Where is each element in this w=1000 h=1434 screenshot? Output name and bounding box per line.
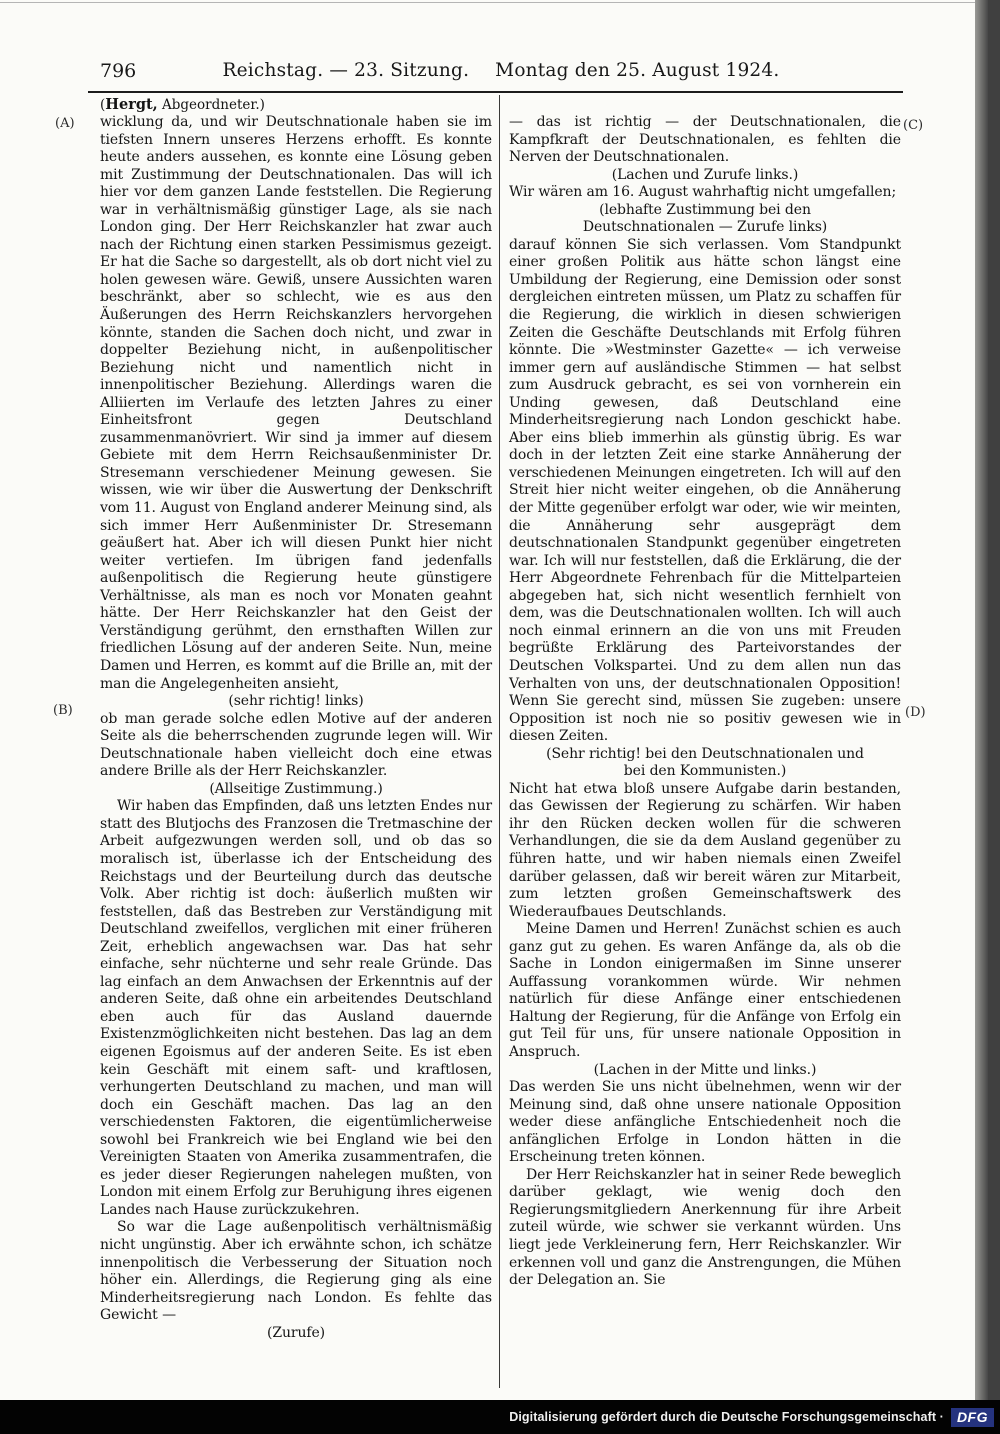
paragraph: Der Herr Reichskanzler hat in seiner Rede beweglich darüber geklagt, wie wenig doch den Regierungsmitgliedern Anerkennung für ihre Arbeit zuteil würde, wie schwer sie verkannt würden. Uns liegt jede Verkleinerung fern, Herr Reichskanzler. Wir erkennen voll und ganz die Anstrengungen, die Mühen der Delegation an. Sie [509,1166,901,1289]
right-column [509,114,901,1290]
margin-marker-a: (A) [55,116,75,131]
interjection: (Lachen und Zurufe links.) [611,166,799,183]
digitization-footer-bar [0,1400,1000,1434]
paragraph: Wir wären am 16. August wahrhaftig nicht umgefallen; [509,184,897,201]
interjection: (Sehr richtig! bei den Deutschnationalen und bei den Kommunisten.) [546,745,864,780]
paragraph: — das ist richtig — der Deutschnationalen, die Kampfkraft der Deutschnationalen, es fehlten die Nerven der Deutschnationalen. [509,114,901,166]
interjection: (sehr richtig! links) [228,693,364,710]
paragraph: Wir haben das Empfinden, daß uns letzten Endes nur statt des Blutjochs des Franzosen die Tretmaschine der Arbeit aufgezwungen werden soll, und ob das so moralisch ist, überlasse ich der Entscheidung des Reichstags und der Beurteilung durch das deutsche Volk. Aber richtig ist doch: äußerlich mußten wir feststellen, daß das Bestreben zur Verständigung mit Deutschland zweifellos, verglichen mit einer früheren Zeit, erheblich angewachsen war. Das hat sehr einfache, sehr nüchterne und sehr reale Gründe. Das lag einfach an dem Anwachsen der Erkenntnis auf der anderen Seite, daß ohne ein arbeitendes Deutschland eben auch für das Ausland dauernde Existenzmöglichkeiten nicht bestehen. Das lag an dem eigenen Egoismus auf der anderen Seite. Es ist eben kein Geschäft mit einem saft- und kraftlosen, verhungerten Deutschland zu machen, und man will doch ein Geschäft machen. Das lag an den verschiedensten Faktoren, die eigentümlicherweise sowohl bei Frankreich wie bei England wie bei den Vereinigten Staaten von Amerika zusammentrafen, die es jeder dieser Regierungen nahelegen mußten, von London mit einem Erfolg zur Beruhigung ihres eigenen Landes nach Hause zurückzukehren. [100,798,492,1218]
running-head-title [100,60,902,81]
scan-artifact-top-line [0,2,988,3]
interjection: (Lachen in der Mitte und links.) [593,1061,817,1078]
speaker-role: Abgeordneter.) [157,97,265,113]
paragraph: Das werden Sie uns nicht übelnehmen, wenn wir der Meinung sind, daß ohne unsere nationale Opposition weder diese anfängliche Entschiedenheit noch die anfänglichen Erfolge in London hätten in die Erscheinung treten können. [509,1079,901,1166]
left-column [100,114,492,1342]
speaker-name: Hergt, [105,96,158,113]
interjection: (Allseitige Zustimmung.) [209,780,383,797]
page-number: 796 [100,60,137,82]
speaker-paren: ( [100,97,106,113]
paragraph: Nicht hat etwa bloß unsere Aufgabe darin bestanden, das Gewissen der Regierung zu schärfen. Wir haben ihr den Rücken decken wollen für die schweren Verhandlungen, die sie da dem Ausland gegenüber zu führen hatte, und wir haben niemals einen Zweifel darüber gelassen, daß wir bereit wären zur Mitarbeit, zum letzten großen Gemeinschaftswerk des Wiederaufbaues Deutschlands. [509,780,901,920]
margin-marker-c: (C) [903,118,924,133]
running-head [100,60,902,86]
interjection: (Zurufe) [266,1324,326,1341]
paragraph: Meine Damen und Herren! Zunächst schien es auch ganz gut zu gehen. Es waren Anfänge da, als ob die Sache in London einigermaßen im Sinne unserer Auffassung vorankommen würde. Wir nehmen natürlich für diese Anfänge einer entschiedenen Haltung der Regierung, für die Anfänge von Erfolg ein gut Teil für uns, für unsere nationale Opposition in Anspruch. [509,921,901,1060]
interjection: (lebhafte Zustimmung bei den Deutschnationalen — Zurufe links) [582,201,828,236]
dfg-logo: DFG [951,1408,994,1427]
paragraph: wicklung da, und wir Deutschnationale haben sie im tiefsten Innern unseres Herzens erhofft. Es konnte heute anders aussehen, es konnte eine Lösung geben mit Zustimmung der Deutschnationalen. Das will ich hier vor dem ganzen Lande feststellen. Die Regierung war in verhältnismäßig günstiger Lage, als sie nach London ging. Der Herr Reichskanzler hat zwar auch nach der Richtung einen starken Pessimismus gezeigt. Er hat die Sache so dargestellt, als ob dort nicht viel zu holen gewesen wäre. Gewiß, unsere Aussichten waren beschränkt, aber so schlecht, wie es aus den Äußerungen des Herrn Reichskanzlers hervorgehen könnte, standen die Sachen doch nicht, und zwar in doppelter Beziehung nicht, in außenpolitischer Beziehung nicht und namentlich nicht in innenpolitischer Beziehung. Allerdings waren die Alliierten im Verlaufe des letzten Jahres zu einer Einheitsfront gegen Deutschland zusammenmanövriert. Wir sind ja immer auf diesem Gebiete mit dem Herrn Reichsaußenminister Dr. Stresemann verschiedener Meinung gewesen. Sie wissen, wie wir über die Auswertung der Denkschrift vom 11. August von England anderer Meinung sind, als sich immer Herr Außenminister Dr. Stresemann geäußert hat. Aber ich will diesen Punkt hier nicht weiter vertiefen. Im übrigen fand jedenfalls außenpolitisch die Regierung heute günstigere Verhältnisse, als man es noch vor Monaten geahnt hätte. Der Herr Reichskanzler hat den Geist der Verständigung gerühmt, den ernsthaften Willen zur friedlichen Lösung auf der anderen Seite. Nun, meine Damen und Herren, es kommt auf die Brille an, mit der man die Angelegenheiten ansieht, [100,114,492,692]
margin-marker-b: (B) [53,703,73,718]
session-title: Reichstag. — 23. Sitzung. [222,60,470,81]
paragraph: ob man gerade solche edlen Motive auf der anderen Seite als die beherrschenden zugrunde legen will. Wir Deutschnationale haben vielleicht doch eine etwas andere Brille als der Herr Reichskanzler. [100,710,492,780]
header-rule [88,91,903,93]
column-divider-rule [499,95,500,1388]
margin-marker-d: (D) [905,705,926,720]
digitization-credit: Digitalisierung gefördert durch die Deutsche Forschungsgemeinschaft · [509,1410,944,1424]
paragraph: So war die Lage außenpolitisch verhältnismäßig nicht ungünstig. Aber ich erwähnte schon, ich schätze innenpolitisch die Verbesserung der Situation noch höher ein. Allerdings, die Regierung ging als eine Minderheitsregierung nach London. Es fehlte das Gewicht — [100,1219,492,1324]
paragraph: darauf können Sie sich verlassen. Vom Standpunkt einer großen Politik aus hätte schon längst eine Umbildung der Regierung, eine Demission oder sonst dergleichen eintreten müssen, um Platz zu schaffen für die Regierung, die wirklich in diesen schwierigen Zeiten die Geschäfte Deutschlands mit Erfolg führen könnte. Die »Westminster Gazette« — ich verweise immer gern auf ausländische Stimmen — hat selbst zum Ausdruck gebracht, es sei von vornherein ein Unding gewesen, daß Deutschland eine Minderheitsregierung nach London geschickt habe. Aber eins blieb immerhin als günstig übrig. Es war doch in der letzten Zeit eine starke Annäherung der verschiedenen Meinungen eingetreten. Ich will auf den Streit hier nicht weiter eingehen, ob die Annäherung der Mitte gegenüber erfolgt war oder, wie wir meinten, die Annäherung sehr ausgeprägt dem deutschnationalen Standpunkt gegenüber eingetreten war. Ich will nur feststellen, daß die Erklärung, die der Herr Abgeordnete Fehrenbach für die Mittelparteien abgegeben hat, sich nicht wesentlich fernhielt von dem, was die Deutschnationalen wollten. Ich will auch noch einmal erinnern an die von uns mit Freuden begrüßte Erklärung des Parteivorstandes der Deutschen Volkspartei. Und zu dem allen nun das Verhalten von uns, der deutschnationalen Opposition! Wenn Sie gerecht sind, müssen Sie zugeben: unsere Opposition ist noch nie so positiv gewesen wie in diesen Zeiten. [509,236,901,745]
session-date: Montag den 25. August 1924. [495,60,780,81]
speaker-line [100,96,265,113]
scan-artifact-right-edge [975,0,988,1400]
